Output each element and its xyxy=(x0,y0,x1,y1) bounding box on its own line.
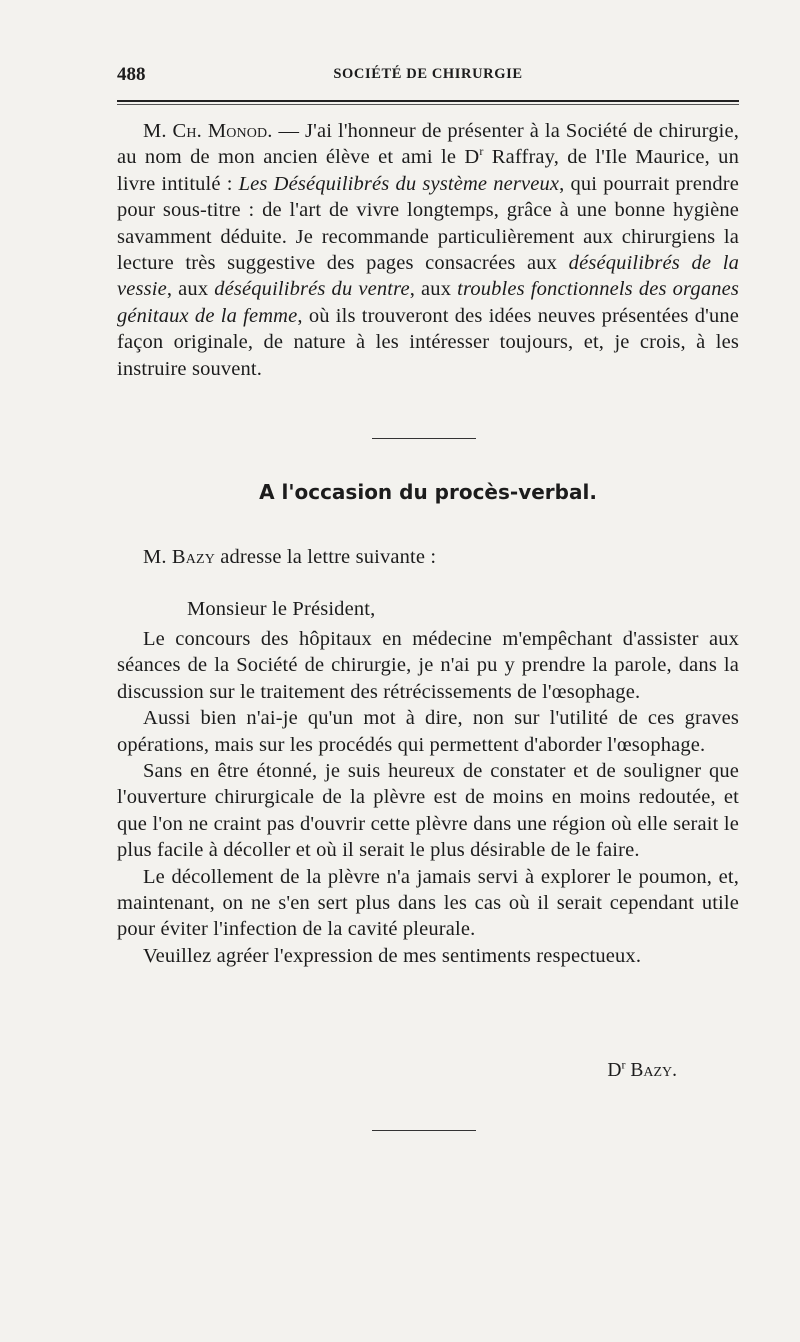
bazy-intro xyxy=(117,544,739,570)
header-rule-thin xyxy=(117,104,739,105)
letter-paragraph-3: Sans en être étonné, je suis heureux de constater et de souligner que l'ouverture chirurgicale de la plèvre est de moins en moins redoutée, et que l'on ne craint pas d'ouvrir cette plèvre dans une région où elle serait le plus facile à décoller et où il serait le plus désirable de le faire. xyxy=(117,760,739,862)
italic-vessie: déséquilibrés de la vessie xyxy=(117,252,739,301)
section-heading: A l'occasion du procès-verbal. xyxy=(259,480,597,504)
signature-name: Bazy. xyxy=(625,1060,677,1081)
monod-text-1: — J'ai l'honneur de présenter à la Société de chirurgie, au nom de mon ancien élève et ami le D xyxy=(117,120,739,169)
page-number: 488 xyxy=(117,64,146,85)
speaker-bazy: M. Bazy xyxy=(143,546,215,568)
letter-paragraph-2: Aussi bien n'ai-je qu'un mot à dire, non sur l'utilité de ces graves opérations, mais sur les procédés qui permettent d'aborder l'œsophage. xyxy=(117,707,739,756)
salutation-text: Monsieur le Président, xyxy=(187,598,376,620)
running-head: SOCIÉTÉ DE CHIRURGIE xyxy=(333,66,523,82)
letter-paragraph-4: Le décollement de la plèvre n'a jamais servi à explorer le poumon, et, maintenant, on ne s'en sert plus dans les cas où il serait cependant utile pour éviter l'infection de la cavité pleurale. xyxy=(117,865,739,941)
bazy-intro-text: adresse la lettre suivante : xyxy=(214,546,437,568)
end-rule xyxy=(372,1130,476,1131)
separator-rule xyxy=(372,438,476,439)
letter-body xyxy=(117,626,739,969)
italic-troubles: troubles fonctionnels des organes génitaux de la femme xyxy=(117,278,739,327)
monod-text-3: , qui pourrait prendre pour sous-titre : de l'art de vivre longtemps, grâce à une bonne hygiène savamment déduite. Je recommande particulièrement aux chirurgiens la lecture très suggestive des pages consacrées aux xyxy=(117,172,740,275)
book-title: Les Déséquilibrés du système nerveux xyxy=(238,172,560,195)
speaker-monod: M. Ch. Monod. xyxy=(143,120,273,142)
monod-text-5: , aux xyxy=(409,278,458,301)
header-rule xyxy=(117,100,739,102)
monod-sup-1: r xyxy=(479,144,484,159)
signature-sup: r xyxy=(621,1057,626,1072)
italic-ventre: déséquilibrés du ventre xyxy=(214,278,410,301)
monod-text-2: Raffray, de l'Ile Maurice, un livre intitulé : xyxy=(117,146,739,195)
letter-paragraph-5: Veuillez agréer l'expression de mes sentiments respectueux. xyxy=(143,944,642,967)
monod-paragraph xyxy=(117,118,739,382)
monod-text-6: , où ils trouveront des idées neuves présentées d'une façon originale, de nature à les intéresser toujours, et, je crois, à les instruire souvent. xyxy=(117,304,739,380)
monod-text-4: , aux xyxy=(166,278,215,301)
page-header xyxy=(117,60,739,90)
signature-prefix: D xyxy=(607,1060,622,1081)
salutation xyxy=(117,596,739,622)
signature xyxy=(117,1057,677,1082)
letter-paragraph-1: Le concours des hôpitaux en médecine m'empêchant d'assister aux séances de la Société de chirurgie, je n'ai pu y prendre la parole, dans la discussion sur le traitement des rétrécissements de l'œsophage. xyxy=(117,628,739,703)
